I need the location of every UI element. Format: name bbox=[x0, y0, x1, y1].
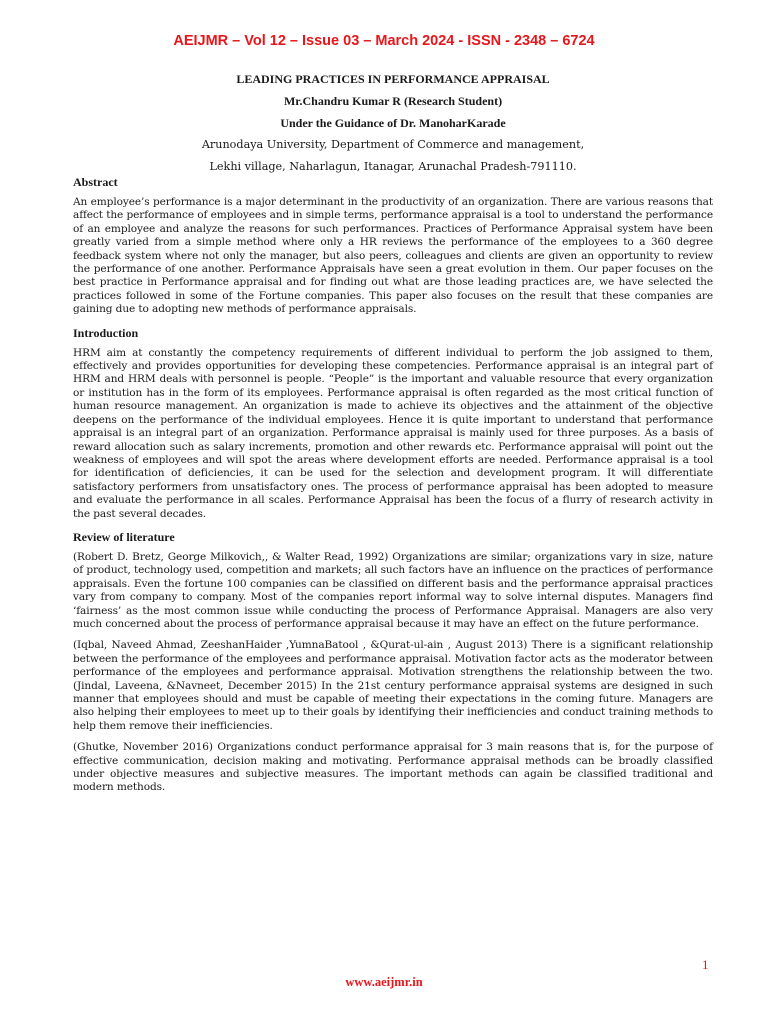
title-block bbox=[73, 68, 713, 178]
affiliation-line-2: Lekhi village, Naharlagun, Itanagar, Arunachal Pradesh-791110. bbox=[209, 160, 577, 173]
paper-title: LEADING PRACTICES IN PERFORMANCE APPRAISAL bbox=[236, 72, 550, 86]
guidance-line: Under the Guidance of Dr. ManoharKarade bbox=[280, 116, 506, 130]
abstract-heading: Abstract bbox=[73, 175, 118, 189]
journal-header: AEIJMR – Vol 12 – Issue 03 – March 2024 - ISSN - 2348 – 6724 bbox=[173, 33, 595, 49]
review-paragraph-1: (Robert D. Bretz, George Milkovich,, & Walter Read, 1992) Organizations are similar; organizations vary in size, nature of product, technology used, competition and markets; all such factors have an influence on the practices of performance appraisals. Even the fortune 100 companies can be classified on different basis and the performance appraisal practices vary from company to company. Most of the companies report informal way to solve internal disputes. Managers find ‘fairness’ as the most common issue while conducting the process of Performance Appraisal. Managers are also very much concerned about the process of performance appraisal because it may have an effect on the future performance. bbox=[73, 550, 713, 630]
abstract-paragraph: An employee’s performance is a major determinant in the productivity of an organization. There are various reasons that affect the performance of employees and in simple terms, performance appraisal is a tool to understand the performance of an employee and analyze the reasons for such performances. Practices of Performance Appraisal system have been greatly varied from a simple method where only a HR reviews the performance of the employees to a 360 degree feedback system where not only the manager, but also peers, colleagues and clients are given an opportunity to review the performance of one another. Performance Appraisals have seen a great evolution in them. Our paper focuses on the best practice in Performance appraisal and for finding out what are those leading practices are, we have selected the practices followed in some of the Fortune companies. This paper also focuses on the result that these companies are gaining due to adopting new methods of performance appraisals. bbox=[73, 196, 713, 316]
paper-body bbox=[73, 174, 713, 803]
page-number: 1 bbox=[702, 957, 709, 972]
introduction-heading: Introduction bbox=[73, 325, 139, 340]
footer-url-link[interactable]: www.aeijmr.in bbox=[345, 975, 423, 989]
author-line: Mr.Chandru Kumar R (Research Student) bbox=[283, 94, 503, 108]
affiliation-line-1: Arunodaya University, Department of Commerce and management, bbox=[201, 138, 585, 151]
introduction-paragraph: HRM aim at constantly the competency requirements of different individual to perform the job assigned to them, effectively and provides opportunities for developing these competencies. Performance appraisal is an integral part of HRM and HRM deals with personnel is people. “People” is the important and valuable resource that every organization or institution has in the form of its employees. Performance appraisal is often regarded as the most critical function of human resource management. An organization is made to achieve its objectives and the attainment of the objective deepens on the performance of the individual employees. Hence it is quite important to understand that performance appraisal is an integral part of an organization. Performance appraisal is mainly used for three purposes. As a basis of reward allocation such as salary increments, promotion and other rewards etc. Performance appraisal will point out the weakness of employees and will spot the areas where development efforts are needed. Performance appraisal is a tool for identification of deficiencies, it can be used for the selection and development program. It will differentiate satisfactory performers from unsatisfactory ones. The process of performance appraisal has been adopted to measure and evaluate the performance in all scales. Performance Appraisal has been the focus of a flurry of research activity in the past several decades. bbox=[73, 346, 713, 520]
review-paragraph-2: (Iqbal, Naveed Ahmad, ZeeshanHaider ,YumnaBatool , &Qurat-ul-ain , August 2013) There is a significant relationship between the performance of the employees and performance appraisal. Motivation factor acts as the moderator between performance of the employees and performance appraisal. Motivation strengthens the relationship between the two. (Jindal, Laveena, &Navneet, December 2015) In the 21st century performance appraisal systems are designed in such manner that employees should and must be capable of meeting their expectations in the coming future. Managers are also helping their employees to meet up to their goals by identifying their inefficiencies and conduct training methods to help them remove their inefficiencies. bbox=[73, 639, 713, 732]
review-paragraph-3: (Ghutke, November 2016) Organizations conduct performance appraisal for 3 main reasons that is, for the purpose of effective communication, decision making and motivating. Performance appraisal methods can be broadly classified under objective measures and subjective measures. The important methods can again be classified traditional and modern methods. bbox=[73, 741, 713, 794]
review-heading: Review of literature bbox=[73, 529, 175, 544]
